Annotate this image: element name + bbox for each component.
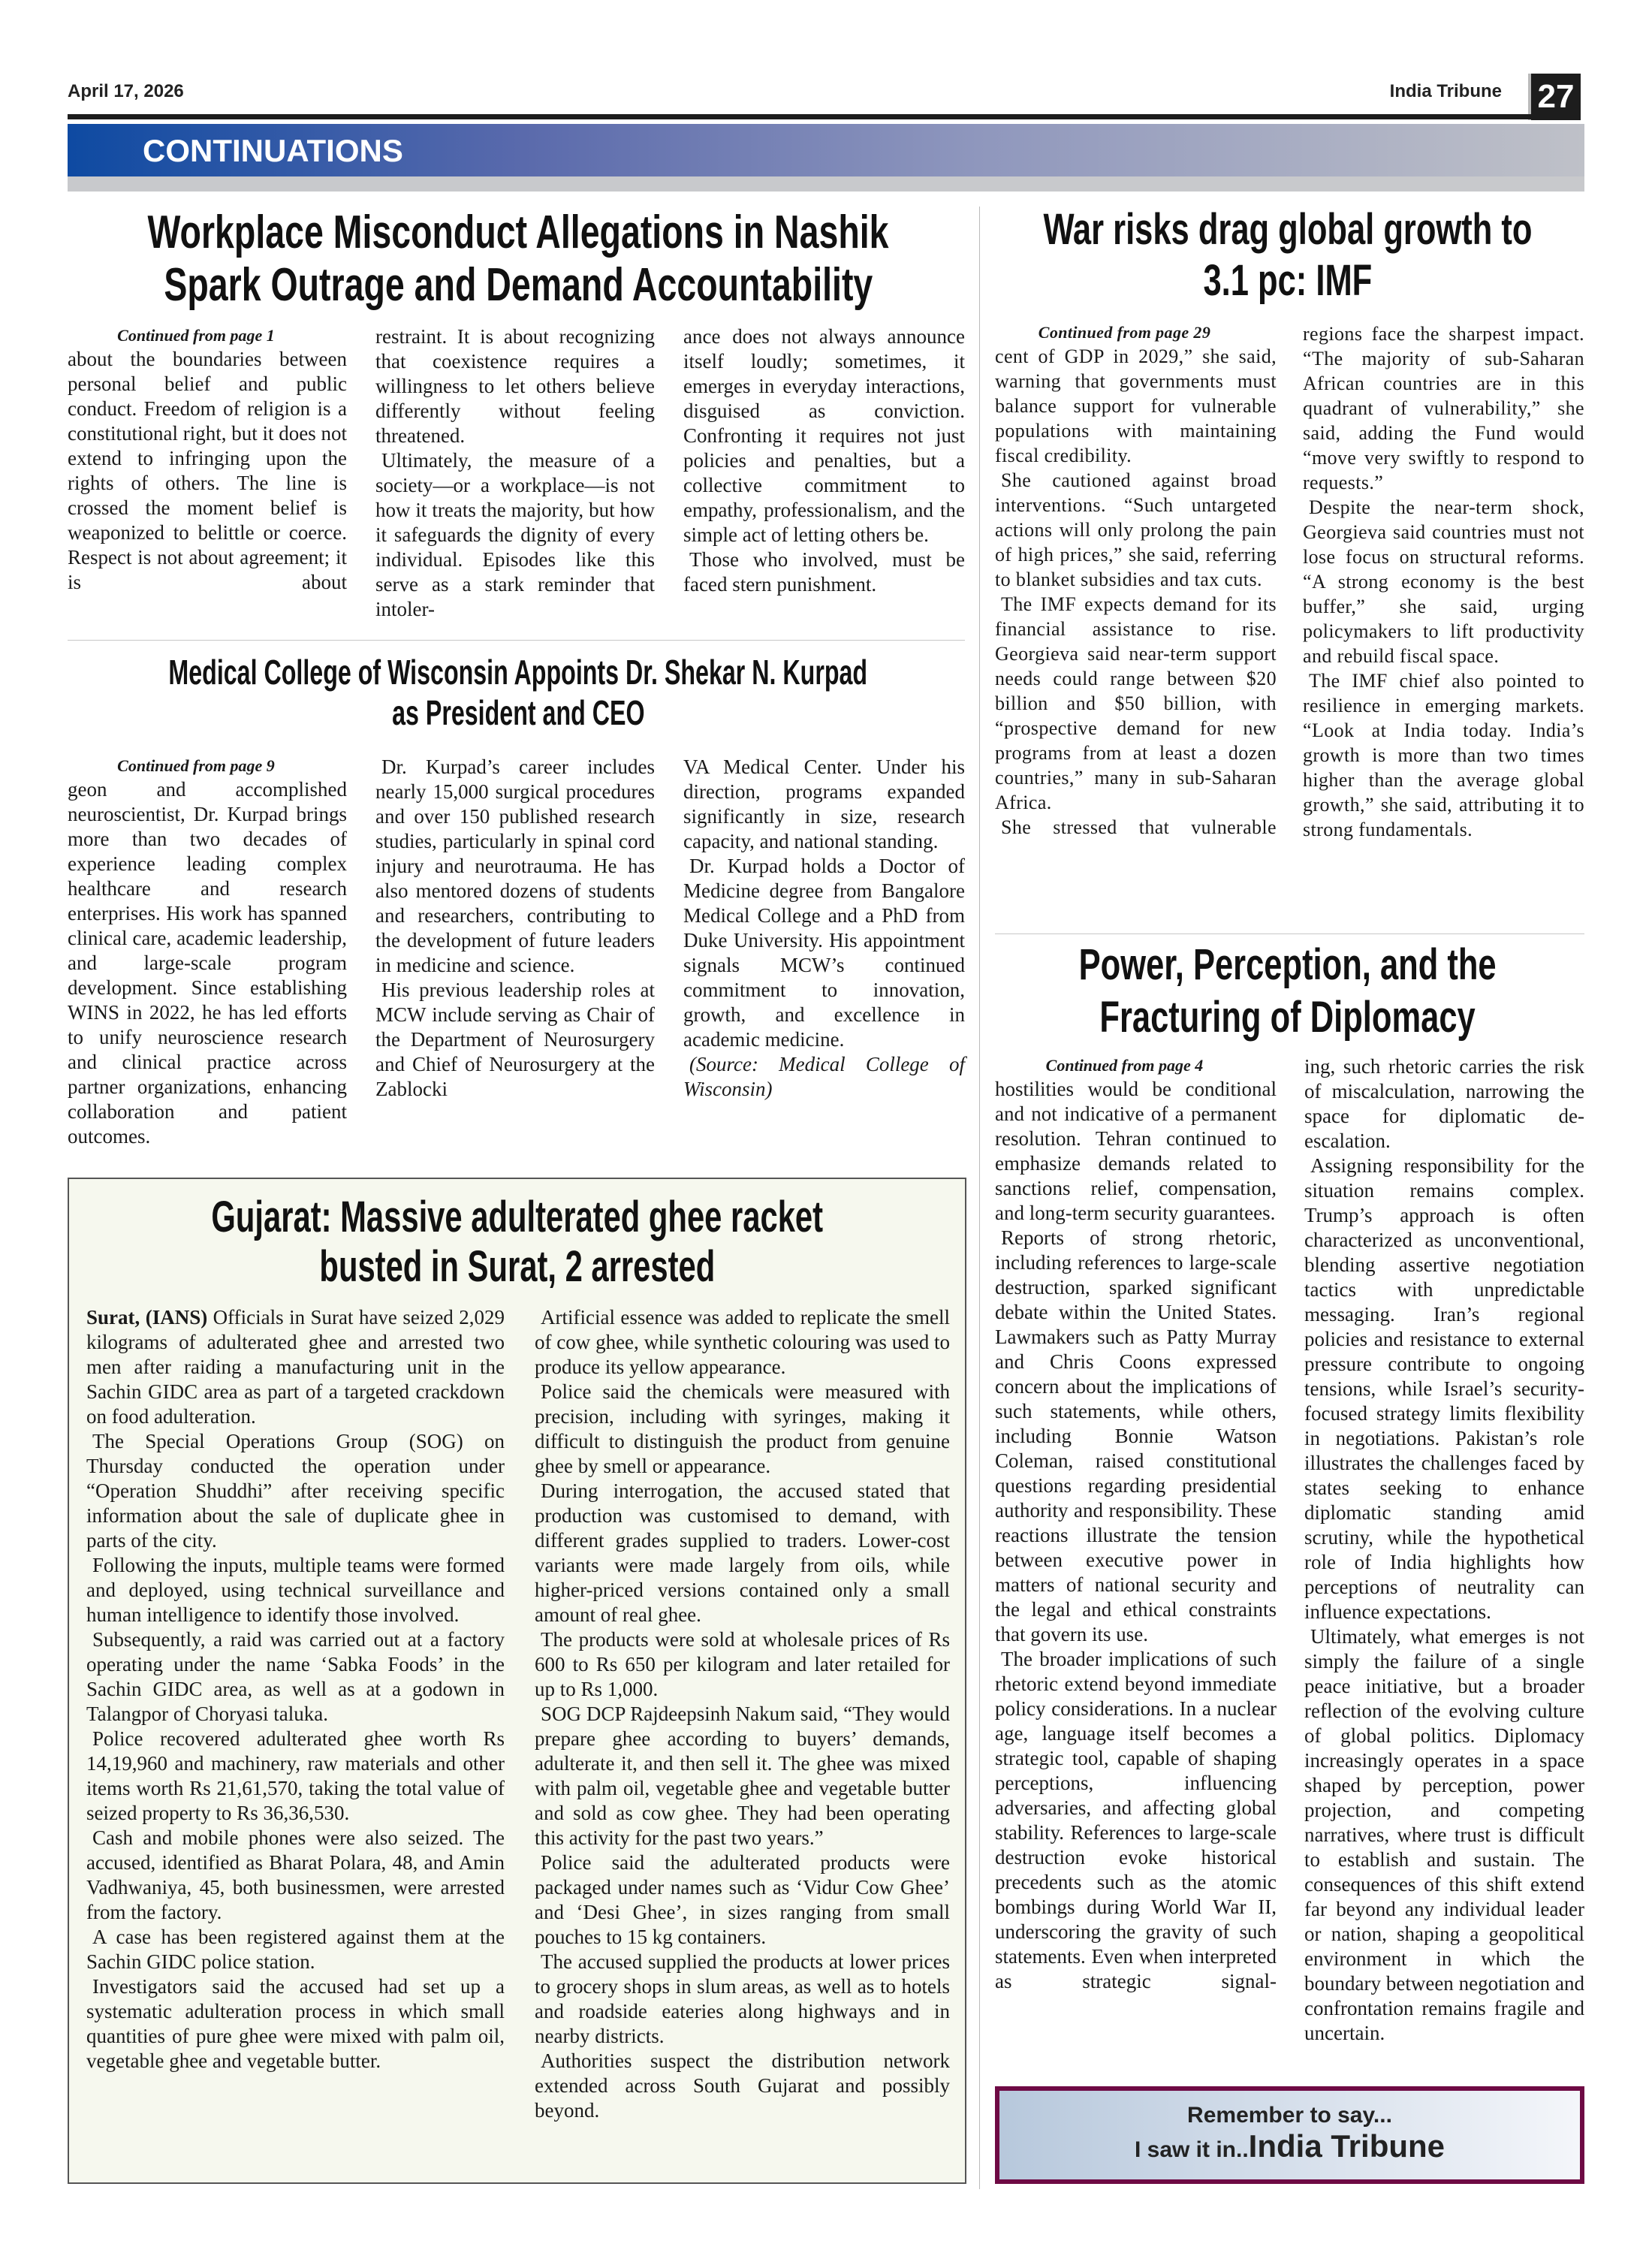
paragraph: Police recovered adulterated ghee worth Rs 14,19,960 and machinery, raw materials and other items worth Rs 21,61,570, taking the total value of seized property to Rs 36,36,530. — [86, 1727, 505, 1824]
paragraph: hostilities would be conditional and not indicative of a permanent resolution. Tehran continued to emphasize demands related to sanctions relief, compensation, and long-term security guarantees. — [995, 1078, 1277, 1224]
ad-brand: India Tribune — [1248, 2128, 1446, 2164]
ad-line-2 — [999, 2128, 1580, 2164]
article-divider — [68, 640, 965, 641]
section-banner — [68, 124, 1584, 176]
article-column — [68, 755, 347, 1149]
ad-line-1: Remember to say... — [1187, 2103, 1392, 2128]
paragraph: Artificial essence was added to replicate the smell of cow ghee, while synthetic colouring was used to produce its yellow appearance. — [535, 1306, 950, 1378]
article-headline-workplace — [68, 207, 969, 312]
headline-line: busted in Surat, 2 arrested — [319, 1242, 715, 1291]
paragraph: Police said the chemicals were measured with precision, including with syringes, making it difficult to distinguish the product from genuine ghee by smell or appearance. — [535, 1380, 950, 1477]
paragraph: The broader implications of such rhetoric extend beyond immediate policy considerations. In a nuclear age, language itself becomes a strategic tool, capable of shaping perceptions, influencing adversaries, and affecting global stability. References to large-scale destruction evoke historical precedents such as the atomic bombings during World War II, underscoring the gravity of such statements. Even when interpreted as strategic signal- — [995, 1648, 1277, 1992]
continued-from: Continued from page 4 — [1045, 1056, 1204, 1075]
page-number: 27 — [1528, 74, 1581, 120]
paragraph: The Special Operations Group (SOG) on Thursday conducted the operation under “Operation Shuddhi” after receiving specific information about the sale of duplicate ghee in parts of the city. — [86, 1430, 505, 1552]
top-rule — [68, 114, 1532, 119]
paragraph: Ultimately, what emerges is not simply the failure of a single peace initiative, but a broader reflection of the evolving culture of global politics. Diplomacy increasingly operates in a space shaped by perception, power projection, and competing narratives, where trust is difficult to establish and sustain. The consequences of this shift extend far beyond any individual leader or nation, shaping a geopolitical environment in which the boundary between negotiation and confrontation remains fragile and uncertain. — [1304, 1625, 1584, 2044]
paragraph: ing, such rhetoric carries the risk of miscalculation, narrowing the space for diplomatic de-escalation. — [1304, 1055, 1584, 1152]
paragraph: She stressed that vulnerable — [1001, 816, 1277, 838]
banner-band — [68, 176, 1584, 192]
section-title: CONTINUATIONS — [143, 133, 403, 168]
paragraph: about the boundaries between personal belief and public conduct. Freedom of religion is a constitutional right, but it does not extend to infringing upon the rights of others. The line is crossed the moment belief is weaponized to belittle or coerce. Respect is not about agreement; it is about — [68, 348, 347, 593]
paragraph: Authorities suspect the distribution network extended across South Gujarat and possibly beyond. — [535, 2049, 950, 2122]
paragraph: Police said the adulterated products were packaged under names such as ‘Vidur Cow Ghee’ and ‘Desi Ghee’, in sizes ranging from small pouches to 15 kg containers. — [535, 1851, 950, 1948]
ad-line-2-prefix: I saw it in.. — [1134, 2137, 1249, 2162]
headline-line: Medical College of Wisconsin Appoints Dr. Shekar N. Kurpad — [168, 653, 868, 692]
paper-name: India Tribune — [1389, 81, 1502, 101]
continued-from: Continued from page 1 — [117, 326, 275, 345]
paragraph: SOG DCP Rajdeepsinh Nakum said, “They would prepare ghee according to buyers’ demands, adulterate it, and then sell it. The ghee was mixed with palm oil, vegetable ghee and vegetable butter and sold as cow ghee. They had been operating this activity for the past two years.” — [535, 1703, 950, 1849]
source-credit: (Source: Medical College of Wisconsin) — [683, 1053, 965, 1100]
paragraph: restraint. It is about recognizing that coexistence requires a willingness to let others believe differently without feeling threatened. — [375, 325, 655, 447]
lead-text: Officials in Surat have seized 2,029 kilograms of adulterated ghee and arrested two men after raiding a manufacturing unit in the Sachin GIDC area as part of a targeted crackdown on food adulteration. — [86, 1306, 505, 1428]
issue-date: April 17, 2026 — [68, 81, 184, 101]
paragraph: Following the inputs, multiple teams were formed and deployed, using technical surveillance and human intelligence to identify those involved. — [86, 1554, 505, 1626]
article-divider — [995, 933, 1584, 934]
article-column — [995, 1054, 1277, 1994]
paragraph: The accused supplied the products at lower prices to grocery shops in slum areas, as well as to hotels and roadside eateries along highways and in nearby districts. — [535, 1950, 950, 2047]
article-headline-ghee — [68, 1193, 966, 1292]
headline-line: Power, Perception, and the — [1079, 940, 1497, 989]
paragraph: Assigning responsibility for the situation remains complex. Trump’s approach is often characterized as unconventional, blending assertive negotiation tactics with unpredictable messaging. Iran’s regional policies and resistance to external pressure contribute to ongoing tensions, while Israel’s security-focused strategy limits flexibility in negotiations. Pakistan’s role illustrates the challenges faced by states seeking to enhance diplomatic standing amid scrutiny, while the hypothetical role of India highlights how perceptions of neutrality can influence expectations. — [1304, 1154, 1584, 1623]
paragraph: geon and accomplished neuroscientist, Dr. Kurpad brings more than two decades of experience leading complex healthcare and research enterprises. His work has spanned clinical care, academic leadership, and large-scale program development. Since establishing WINS in 2022, he has led efforts to unify neuroscience research and clinical practice across partner organizations, enhancing collaboration and patient outcomes. — [68, 778, 347, 1148]
headline-line: Spark Outrage and Demand Accountability — [164, 259, 873, 311]
paragraph: VA Medical Center. Under his direction, programs expanded significantly in size, research capacity, and national standing. — [683, 756, 965, 852]
article-column — [375, 324, 655, 622]
paragraph: cent of GDP in 2029,” she said, warning that governments must balance support for vulnerable populations with maintaining fiscal credibility. — [995, 345, 1277, 466]
paragraph: During interrogation, the accused stated that production was customised to demand, with different grades supplied to traders. Lower-cost variants were made largely from oils, while higher-priced versions contained only a small amount of real ghee. — [535, 1479, 950, 1626]
article-headline-diplomacy — [991, 939, 1584, 1044]
paragraph: Despite the near-term shock, Georgieva said countries must not lose focus on structural reforms. “A strong economy is the best buffer,” she said, urging policymakers to lift productivity and rebuild fiscal space. — [1303, 496, 1584, 667]
paragraph: His previous leadership roles at MCW include serving as Chair of the Department of Neurosurgery and Chief of Neurosurgery at the Zablocki — [375, 979, 655, 1100]
paragraph: Subsequently, a raid was carried out at a factory operating under the name ‘Sabka Foods’ in the Sachin GIDC area, as well as at a godown in Talangpor of Choryasi taluka. — [86, 1628, 505, 1725]
paragraph: Cash and mobile phones were also seized. The accused, identified as Bharat Polara, 48, and Amin Vadhwaniya, 45, both businessmen, were arrested from the factory. — [86, 1826, 505, 1923]
paragraph: regions face the sharpest impact. “The majority of sub-Saharan African countries are in this quadrant of vulnerability,” she said, adding the Fund would “move very swiftly to respond to requests.” — [1303, 323, 1584, 493]
article-column — [68, 324, 347, 595]
headline-line: 3.1 pc: IMF — [1203, 256, 1373, 305]
paragraph: The products were sold at wholesale prices of Rs 600 to Rs 650 per kilogram and later retailed for up to Rs 1,000. — [535, 1628, 950, 1700]
paragraph: She cautioned against broad interventions. “Such untargeted actions will only prolong the pain of high prices,” she said, referring to blanket subsidies and tax cuts. — [995, 469, 1277, 590]
headline-line: Fracturing of Diplomacy — [1099, 993, 1476, 1042]
paragraph — [86, 1305, 505, 1429]
house-ad-india-tribune — [995, 2086, 1584, 2184]
article-column — [683, 755, 965, 1102]
paragraph: A case has been registered against them at the Sachin GIDC police station. — [86, 1926, 505, 1973]
headline-line: Gujarat: Massive adulterated ghee racket — [211, 1193, 823, 1241]
paragraph: The IMF chief also pointed to resilience in emerging markets. “Look at India today. India’s growth is more than two times higher than the average global growth,” she said, attributing it to strong fundamentals. — [1303, 670, 1584, 840]
article-column — [1304, 1054, 1584, 2046]
paragraph: Ultimately, the measure of a society—or a workplace—is not how it treats the majority, but how it safeguards the dignity of every individual. Episodes like this serve as a stark reminder that intoler- — [375, 449, 655, 620]
headline-line: Workplace Misconduct Allegations in Nashik — [147, 207, 889, 258]
article-column — [1303, 321, 1584, 842]
column-divider — [979, 207, 980, 2189]
article-headline-imf — [991, 204, 1584, 306]
paragraph: ance does not always announce itself loudly; sometimes, it emerges in everyday interactions, disguised as conviction. Confronting it requires not just policies and penalties, but a collective commitment to empathy, professionalism, and the simple act of letting others be. — [683, 325, 965, 546]
paragraph: The IMF expects demand for its financial assistance to rise. Georgieva said near-term support needs could range between $20 billion and $50 billion, with “prospective demand for new programs from at least a dozen countries,” many in sub-Saharan Africa. — [995, 593, 1277, 813]
paragraph: Dr. Kurpad holds a Doctor of Medicine degree from Bangalore Medical College and a PhD from Duke University. His appointment signals MCW’s continued commitment to innovation, growth, and excellence in academic medicine. — [683, 855, 965, 1051]
headline-line: War risks drag global growth to — [1043, 205, 1533, 254]
article-column — [995, 321, 1277, 840]
article-column — [375, 755, 655, 1102]
paragraph: Those who involved, must be faced stern punishment. — [683, 548, 965, 596]
dateline: Surat, (IANS) — [86, 1306, 208, 1329]
article-headline-mcw — [68, 652, 969, 733]
article-column — [86, 1305, 505, 2074]
article-column — [683, 324, 965, 597]
paragraph: Dr. Kurpad’s career includes nearly 15,000 surgical procedures and over 150 published research studies, particularly in spinal cord injury and neurotrauma. He has also mentored dozens of students and researchers, contributing to the development of future leaders in medicine and science. — [375, 756, 655, 976]
paragraph: Investigators said the accused had set up a systematic adulteration process in which small quantities of pure ghee were mixed with palm oil, vegetable ghee and vegetable butter. — [86, 1975, 505, 2072]
continued-from: Continued from page 29 — [1038, 323, 1211, 342]
headline-line: as President and CEO — [391, 693, 645, 732]
continued-from: Continued from page 9 — [117, 756, 275, 775]
article-column — [535, 1305, 950, 2123]
paragraph: Reports of strong rhetoric, including references to large-scale destruction, sparked significant debate within the United States. Lawmakers such as Patty Murray and Chris Coons expressed concern about the implications of such statements, while others, including Bonnie Watson Coleman, raised constitutional questions regarding presidential authority and responsibility. These reactions illustrate the tension between executive power in matters of national security and the legal and ethical constraints that govern its use. — [995, 1226, 1277, 1645]
